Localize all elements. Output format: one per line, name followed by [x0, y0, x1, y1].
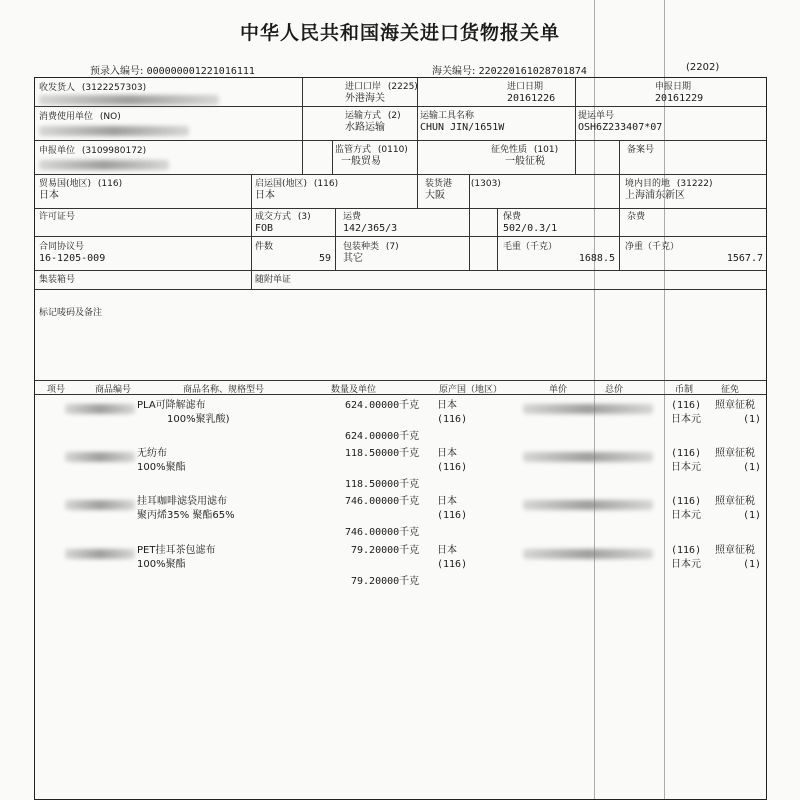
- redacted-declarant-name: [39, 160, 169, 170]
- destination-code: (31222): [676, 179, 713, 189]
- goods-origin-code: (116): [437, 559, 468, 570]
- goods-spec: 100%聚酯: [137, 462, 186, 473]
- vessel-label: 运输工具名称: [420, 111, 475, 121]
- goods-qty: 746.00000千克: [345, 496, 420, 507]
- consignee-label: 收发货人: [39, 83, 76, 93]
- bill-no-cell: [578, 110, 662, 134]
- goods-qty: 624.00000千克: [345, 400, 420, 411]
- declaration-form: [34, 77, 767, 800]
- origin-country-code: (116): [313, 179, 339, 189]
- import-port-label: 进口口岸: [345, 82, 382, 92]
- col-unit-price: 单价: [549, 385, 568, 395]
- deal-mode-code: (3): [297, 212, 311, 222]
- redacted-prices: [523, 404, 653, 414]
- transport-mode-cell: [345, 110, 401, 134]
- documents-label: 随附单证: [255, 275, 292, 285]
- goods-origin: 日本: [437, 400, 457, 411]
- redacted-hs-code: [65, 452, 135, 462]
- net-weight-value: 1567.7: [726, 253, 763, 264]
- loading-port-code: (1303): [470, 179, 501, 189]
- declare-date-value: 20161229: [655, 93, 704, 104]
- pre-entry-number: [90, 62, 255, 77]
- pack-type-code: (7): [385, 242, 399, 252]
- goods-tax-mode: 照章征税: [715, 545, 755, 556]
- col-quantity: 数量及单位: [331, 385, 377, 395]
- goods-qty-secondary: 624.00000千克: [345, 431, 420, 442]
- goods-tax-mode: 照章征税: [715, 496, 755, 507]
- consumer-label: 消费使用单位: [39, 112, 94, 122]
- tax-nature-label: 征免性质: [491, 145, 528, 155]
- goods-tax-mode: 照章征税: [715, 400, 755, 411]
- insurance-cell: [503, 211, 557, 235]
- deal-mode-value: FOB: [255, 223, 274, 234]
- pack-type-label: 包装种类: [343, 242, 380, 252]
- col-tax-mode: 征免: [721, 385, 740, 395]
- customs-no-label: 海关编号:: [432, 66, 476, 77]
- redacted-prices: [523, 549, 653, 559]
- declarant-label: 申报单位: [39, 146, 76, 156]
- trade-country-cell: [39, 178, 122, 202]
- record-no-cell: [627, 144, 654, 156]
- contract-cell: [39, 241, 105, 265]
- destination-cell: [625, 178, 713, 202]
- goods-currency-code: (116): [671, 400, 702, 411]
- col-hs-code: 商品编号: [95, 385, 132, 395]
- redacted-hs-code: [65, 404, 135, 414]
- goods-origin: 日本: [437, 448, 457, 459]
- transport-mode-value: 水路运输: [345, 122, 385, 133]
- tax-nature-cell: [491, 144, 558, 168]
- transport-mode-label: 运输方式: [345, 111, 382, 121]
- goods-currency: 日本元: [671, 559, 701, 570]
- goods-qty-secondary: 118.50000千克: [345, 479, 420, 490]
- packages-value: 59: [318, 253, 331, 264]
- license-cell: [39, 211, 75, 223]
- gross-weight-cell: [503, 241, 615, 265]
- declare-date-cell: [655, 81, 703, 105]
- insurance-label: 保费: [503, 212, 522, 222]
- goods-spec: 100%聚酯: [137, 559, 186, 570]
- deal-mode-cell: [255, 211, 311, 235]
- freight-label: 运费: [343, 212, 362, 222]
- tax-nature-code: (101): [533, 145, 559, 155]
- origin-country-label: 启运国(地区): [255, 179, 308, 189]
- trade-country-code: (116): [97, 179, 123, 189]
- goods-origin-code: (116): [437, 510, 468, 521]
- import-port-value: 外港海关: [345, 93, 385, 104]
- trade-country-label: 贸易国(地区): [39, 179, 92, 189]
- document-title: 中华人民共和国海关进口货物报关单: [239, 22, 560, 44]
- goods-origin: 日本: [437, 496, 457, 507]
- goods-name: 挂耳咖啡滤袋用滤布: [137, 496, 227, 507]
- bill-no-label: 提运单号: [578, 111, 615, 121]
- misc-fee-cell: [627, 211, 645, 223]
- goods-currency-code: (116): [671, 448, 702, 459]
- pack-type-cell: [343, 241, 399, 265]
- declarant-cell: [39, 145, 146, 157]
- freight-cell: [343, 211, 397, 235]
- goods-qty: 118.50000千克: [345, 448, 420, 459]
- net-weight-label: 净重（千克）: [625, 242, 680, 252]
- contract-label: 合同协议号: [39, 242, 85, 252]
- goods-tax-code: (1): [743, 462, 762, 473]
- redacted-hs-code: [65, 500, 135, 510]
- packages-cell: [255, 241, 331, 265]
- goods-origin: 日本: [437, 545, 457, 556]
- goods-spec: 100%聚乳酸): [167, 414, 230, 425]
- col-item-no: 项号: [47, 385, 66, 395]
- gross-weight-label: 毛重（千克）: [503, 242, 558, 252]
- declare-date-label: 申报日期: [655, 82, 692, 92]
- trade-country-value: 日本: [39, 190, 59, 201]
- tax-nature-value: 一般征税: [505, 156, 545, 167]
- documents-cell: [255, 274, 291, 286]
- bill-no-value: OSH6Z233407*07: [578, 122, 663, 133]
- goods-tax-code: (1): [743, 559, 762, 570]
- origin-country-cell: [255, 178, 338, 202]
- insurance-value: 502/0.3/1: [503, 223, 558, 234]
- origin-country-value: 日本: [255, 190, 275, 201]
- customs-number: [432, 62, 587, 77]
- consignee-cell: [39, 82, 146, 94]
- goods-currency-code: (116): [671, 496, 702, 507]
- import-date-value: 20161226: [507, 93, 556, 104]
- loading-port-label: 装货港: [425, 179, 453, 189]
- customs-code: (2202): [686, 62, 720, 73]
- license-label: 许可证号: [39, 212, 76, 222]
- remarks-label: 标记唛码及备注: [39, 308, 103, 318]
- col-currency: 币制: [675, 385, 694, 395]
- consumer-code: (NO): [99, 112, 121, 122]
- pre-entry-label: 预录入编号:: [90, 66, 144, 77]
- net-weight-cell: [625, 241, 763, 265]
- goods-name: 无纺布: [137, 448, 167, 459]
- goods-spec: 聚丙烯35% 聚酯65%: [137, 510, 235, 521]
- redacted-consumer-name: [39, 126, 189, 136]
- import-port-code: (2225): [387, 82, 418, 92]
- import-date-label: 进口日期: [507, 82, 544, 92]
- goods-tax-code: (1): [743, 414, 762, 425]
- container-label: 集装箱号: [39, 275, 76, 285]
- col-total-price: 总价: [605, 385, 624, 395]
- contract-value: 16-1205-009: [39, 253, 106, 264]
- goods-tax-mode: 照章征税: [715, 448, 755, 459]
- redacted-prices: [523, 500, 653, 510]
- redacted-hs-code: [65, 549, 135, 559]
- goods-tax-code: (1): [743, 510, 762, 521]
- goods-name: PET挂耳茶包滤布: [137, 545, 216, 556]
- pack-type-value: 其它: [343, 253, 363, 264]
- destination-label: 境内目的地: [625, 179, 671, 189]
- goods-currency-code: (116): [671, 545, 702, 556]
- goods-qty-secondary: 746.00000千克: [345, 527, 420, 538]
- redacted-consignee-name: [39, 95, 219, 105]
- deal-mode-label: 成交方式: [255, 212, 292, 222]
- freight-value: 142/365/3: [343, 223, 398, 234]
- record-no-label: 备案号: [627, 145, 655, 155]
- gross-weight-value: 1688.5: [578, 253, 615, 264]
- goods-origin-code: (116): [437, 462, 468, 473]
- supervision-cell: [335, 144, 408, 168]
- goods-qty-secondary: 79.20000千克: [351, 576, 420, 587]
- vessel-cell: [420, 110, 504, 134]
- consumer-cell: [39, 111, 121, 123]
- import-date-cell: [507, 81, 555, 105]
- goods-currency: 日本元: [671, 462, 701, 473]
- goods-currency: 日本元: [671, 510, 701, 521]
- goods-name: PLA可降解滤布: [137, 400, 206, 411]
- declarant-code: (3109980172): [81, 146, 147, 156]
- packages-label: 件数: [255, 242, 274, 252]
- customs-no-value: 220220161028701874: [478, 66, 587, 77]
- vessel-value: CHUN JIN/1651W: [420, 122, 505, 133]
- remarks-cell: [39, 307, 102, 319]
- loading-port-cell: [425, 178, 501, 202]
- supervision-value: 一般贸易: [341, 156, 381, 167]
- loading-port-value: 大阪: [425, 190, 445, 201]
- col-goods-name: 商品名称、规格型号: [183, 385, 265, 395]
- goods-qty: 79.20000千克: [351, 545, 420, 556]
- pre-entry-value: 000000001221016111: [146, 66, 255, 77]
- import-port-cell: [345, 81, 418, 105]
- goods-currency: 日本元: [671, 414, 701, 425]
- goods-origin-code: (116): [437, 414, 468, 425]
- destination-value: 上海浦东新区: [625, 190, 685, 201]
- transport-mode-code: (2): [387, 111, 401, 121]
- redacted-prices: [523, 452, 653, 462]
- col-origin: 原产国（地区）: [439, 385, 503, 395]
- supervision-label: 监管方式: [335, 145, 372, 155]
- misc-fee-label: 杂费: [627, 212, 646, 222]
- container-cell: [39, 274, 75, 286]
- consignee-code: (3122257303): [81, 83, 147, 93]
- supervision-code: (0110): [377, 145, 408, 155]
